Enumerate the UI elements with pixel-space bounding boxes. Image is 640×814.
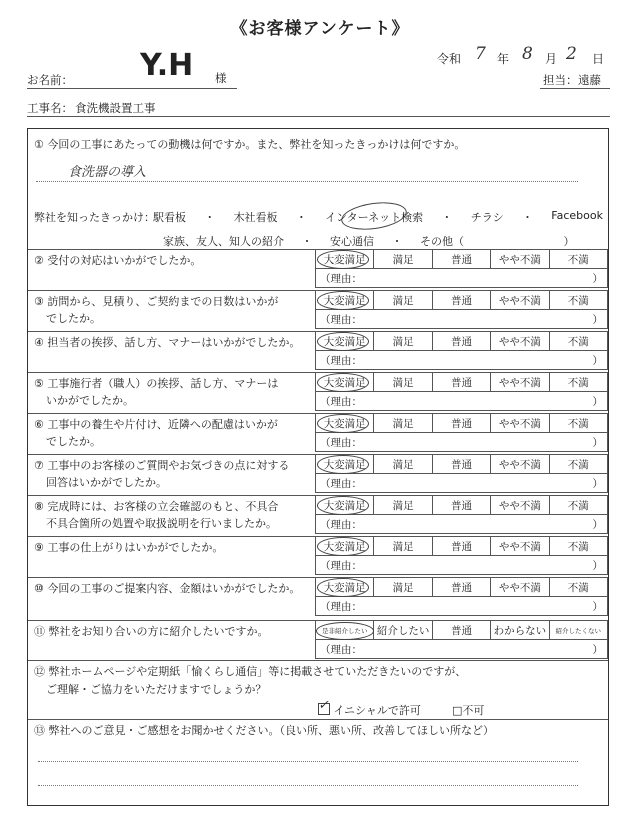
reason-field[interactable] (316, 474, 608, 493)
separator: ・ (204, 211, 216, 224)
date-year: 7 (475, 44, 486, 64)
rating-option[interactable]: 不満 (549, 250, 607, 269)
source-station-sign: 駅看板 (153, 211, 186, 224)
rating-option[interactable]: 満足 (374, 578, 432, 597)
answer-circle (317, 496, 369, 515)
reason-label: （理由： (320, 272, 362, 285)
reason-label: （理由： (320, 477, 362, 490)
source-newsletter: 安心通信 (330, 235, 374, 248)
q11-option-neutral[interactable]: 普通 (432, 621, 490, 640)
source-flyer: チラシ (470, 211, 504, 224)
reason-field[interactable] (316, 269, 608, 288)
rating-option[interactable]: 大変満足 (316, 250, 374, 269)
rating-option[interactable]: 満足 (374, 496, 432, 515)
rating-option[interactable]: 大変満足 (316, 414, 374, 433)
reason-field[interactable] (316, 310, 608, 329)
separator: ・ (295, 211, 307, 224)
reason-label: （理由： (320, 559, 362, 572)
rating-option[interactable]: 不満 (549, 373, 607, 392)
source-other-close: ） (563, 235, 575, 248)
rating-option[interactable]: やや不満 (491, 455, 549, 474)
rating-option[interactable]: 満足 (374, 455, 432, 474)
q12-line2: ご理解・ご協力をいただけますでしょうか？ (46, 683, 267, 696)
job-underline (27, 116, 610, 117)
rating-option[interactable]: 大変満足 (316, 455, 374, 474)
q1-source-label: 弊社を知ったきっかけ： (34, 211, 155, 224)
question-text: ⑩ 今回の工事のご提案内容、金額はいかがでしたか。 (34, 582, 301, 595)
source-facebook: Facebook (551, 209, 603, 222)
answer-circle (317, 578, 369, 597)
question-text-line2: 回答はいかがでしたか。 (46, 476, 167, 489)
q1-answer: 食洗器の導入 (68, 165, 147, 180)
answer-circle (317, 332, 369, 351)
rating-option[interactable]: 大変満足 (316, 373, 374, 392)
date-year-unit: 年 (497, 52, 510, 66)
q12-option-initials[interactable] (318, 698, 421, 718)
rating-option[interactable]: 大変満足 (316, 496, 374, 515)
staff-value: 遠藤 (578, 73, 601, 87)
question-text: ② 受付の対応はいかがでしたか。 (34, 254, 202, 267)
rating-option[interactable]: 普通 (432, 578, 490, 597)
q13-line (38, 761, 578, 762)
survey-form (27, 128, 609, 806)
q11-option-no[interactable]: 紹介したくない (549, 621, 607, 640)
rating-option[interactable]: 不満 (549, 414, 607, 433)
rating-option[interactable]: 普通 (432, 250, 490, 269)
rating-option[interactable]: 不満 (549, 537, 607, 556)
date-era: 令和 (437, 52, 462, 66)
reason-close: ） (592, 395, 603, 408)
rating-option[interactable]: 不満 (549, 332, 607, 351)
q1-source-row2 (163, 233, 575, 249)
rating-option[interactable]: 大変満足 (316, 537, 374, 556)
question-text: ⑥ 工事中の養生や片付け、近隣への配慮はいかが (34, 418, 278, 431)
q11-reason[interactable] (316, 640, 608, 659)
rating-option[interactable]: やや不満 (491, 537, 549, 556)
rating-option[interactable]: 大変満足 (316, 332, 374, 351)
rating-option[interactable]: 普通 (432, 496, 490, 515)
rating-option[interactable]: 普通 (432, 537, 490, 556)
rating-option[interactable]: やや不満 (491, 373, 549, 392)
q11-text: ⑪ 弊社をお知り合いの方に紹介したいですか。 (34, 625, 269, 638)
source-company-sign: 木社看板 (233, 211, 278, 224)
reason-label: （理由： (320, 600, 362, 613)
rating-option[interactable]: 不満 (549, 455, 607, 474)
question-text: ④ 担当者の挨拶、話し方、マナーはいかがでしたか。 (34, 336, 301, 349)
rating-option[interactable]: やや不満 (491, 332, 549, 351)
rating-option[interactable]: 満足 (374, 250, 432, 269)
source-internet-circle (340, 199, 409, 234)
reason-close: ） (592, 643, 603, 656)
q12-line1: ⑫ 弊社ホームページや定期紙「愉くらし通信」等に掲載させていただきたいのですが、 (34, 665, 467, 678)
date-month: 8 (522, 44, 533, 64)
question-text: ③ 訪問から、見積り、ご契約までの日数はいかが (34, 295, 279, 308)
rating-option[interactable]: やや不満 (491, 414, 549, 433)
question-text: ⑧ 完成時には、お客様の立会確認のもと、不具合 (34, 500, 279, 513)
staff-underline (540, 88, 610, 89)
rating-option[interactable]: 普通 (432, 291, 490, 310)
rating-option[interactable]: 満足 (374, 537, 432, 556)
rating-option[interactable]: 普通 (432, 414, 490, 433)
customer-name-value: Y.H (140, 48, 194, 83)
question-text: ⑨ 工事の仕上がりはいかがでしたか。 (34, 541, 224, 554)
question-text-line2: でしたか。 (46, 312, 101, 325)
rating-option[interactable]: 普通 (432, 455, 490, 474)
rating-option[interactable]: 満足 (374, 291, 432, 310)
question-text-line2: 不具合箇所の処置や取扱説明を行いましたか。 (46, 517, 277, 530)
q1-text: ① 今回の工事にあたっての動機は何ですか。また、弊社を知ったきっかけは何ですか。 (34, 138, 466, 151)
source-internet: インターネット検索 (325, 211, 424, 224)
question-text: ⑦ 工事中のお客様のご質問やお気づきの点に対する (34, 459, 290, 472)
reason-close: ） (592, 477, 603, 490)
q12-option-initials-label: イニシャルで許可 (333, 704, 421, 717)
rating-option[interactable]: 満足 (374, 414, 432, 433)
q12-option-deny[interactable]: □不可 (452, 704, 485, 717)
question-text-line2: いかがでしたか。 (46, 394, 134, 407)
rating-option[interactable]: 不満 (549, 496, 607, 515)
separator: ・ (391, 235, 403, 248)
reason-close: ） (592, 600, 603, 613)
divider (28, 660, 608, 661)
question-text-line2: でしたか。 (46, 435, 101, 448)
reason-field[interactable] (316, 556, 608, 575)
job-value: 食洗機設置工事 (75, 101, 156, 115)
reason-label: （理由： (320, 313, 362, 326)
rating-option[interactable]: やや不満 (491, 578, 549, 597)
rating-option[interactable]: やや不満 (491, 250, 549, 269)
reason-field[interactable] (316, 351, 608, 370)
rating-option[interactable]: 不満 (549, 578, 607, 597)
q13-text: ⑬ 弊社へのご意見・ご感想をお聞かせください。（良い所、悪い所、改善してほしい所など） (34, 724, 494, 737)
q11-answer-circle (316, 622, 374, 640)
rating-option[interactable]: 満足 (374, 332, 432, 351)
separator: ・ (521, 211, 533, 224)
source-other: その他（ (420, 235, 464, 248)
reason-field[interactable] (316, 597, 608, 616)
reason-label: （理由： (320, 395, 362, 408)
staff-label: 担当： (543, 73, 578, 87)
rating-option[interactable]: 大変満足 (316, 578, 374, 597)
customer-name-label: お名前： (27, 73, 73, 87)
checkbox-checked-icon[interactable]: ✓ (318, 698, 329, 713)
date-month-unit: 月 (545, 52, 558, 66)
reason-field[interactable] (316, 433, 608, 452)
job-label: 工事名： (27, 101, 73, 115)
reason-label: （理由： (320, 518, 362, 531)
rating-option[interactable]: 不満 (549, 291, 607, 310)
q11-option-definitely[interactable]: 是非紹介したい (316, 621, 374, 640)
reason-close: ） (592, 559, 603, 572)
answer-circle (317, 455, 369, 474)
rating-option[interactable]: 満足 (374, 373, 432, 392)
reason-close: ） (592, 272, 603, 285)
reason-close: ） (592, 354, 603, 367)
reason-close: ） (592, 518, 603, 531)
rating-option[interactable]: やや不満 (491, 496, 549, 515)
rating-option[interactable]: 普通 (432, 332, 490, 351)
answer-circle (317, 373, 369, 392)
customer-name-suffix: 様 (215, 71, 227, 85)
answer-circle (317, 414, 369, 433)
rating-option[interactable]: 大変満足 (316, 291, 374, 310)
reason-close: ） (592, 436, 603, 449)
q1-answer-line (36, 181, 578, 182)
question-text: ⑤ 工事施行者（職人）の挨拶、話し方、マナーは (34, 377, 279, 390)
answer-circle (317, 250, 369, 269)
q11-option-unsure[interactable]: わからない (491, 621, 549, 640)
source-referral: 家族、友人、知人の紹介 (163, 235, 284, 248)
date-day: 2 (566, 44, 577, 64)
answer-circle (317, 291, 369, 310)
date-day-unit: 日 (592, 52, 605, 66)
rating-option[interactable]: 普通 (432, 373, 490, 392)
name-underline (27, 88, 237, 89)
reason-field[interactable] (316, 515, 608, 534)
answer-circle (317, 537, 369, 556)
reason-label: （理由： (320, 354, 362, 367)
q11-option-yes[interactable]: 紹介したい (374, 621, 432, 640)
q13-line (38, 785, 578, 786)
separator: ・ (301, 235, 313, 248)
survey-title: 《お客様アンケート》 (230, 19, 410, 39)
rating-option[interactable]: やや不満 (491, 291, 549, 310)
reason-field[interactable] (316, 392, 608, 411)
separator: ・ (441, 211, 453, 224)
reason-close: ） (592, 313, 603, 326)
reason-label: （理由： (320, 643, 362, 656)
reason-label: （理由： (320, 436, 362, 449)
divider (28, 719, 608, 720)
